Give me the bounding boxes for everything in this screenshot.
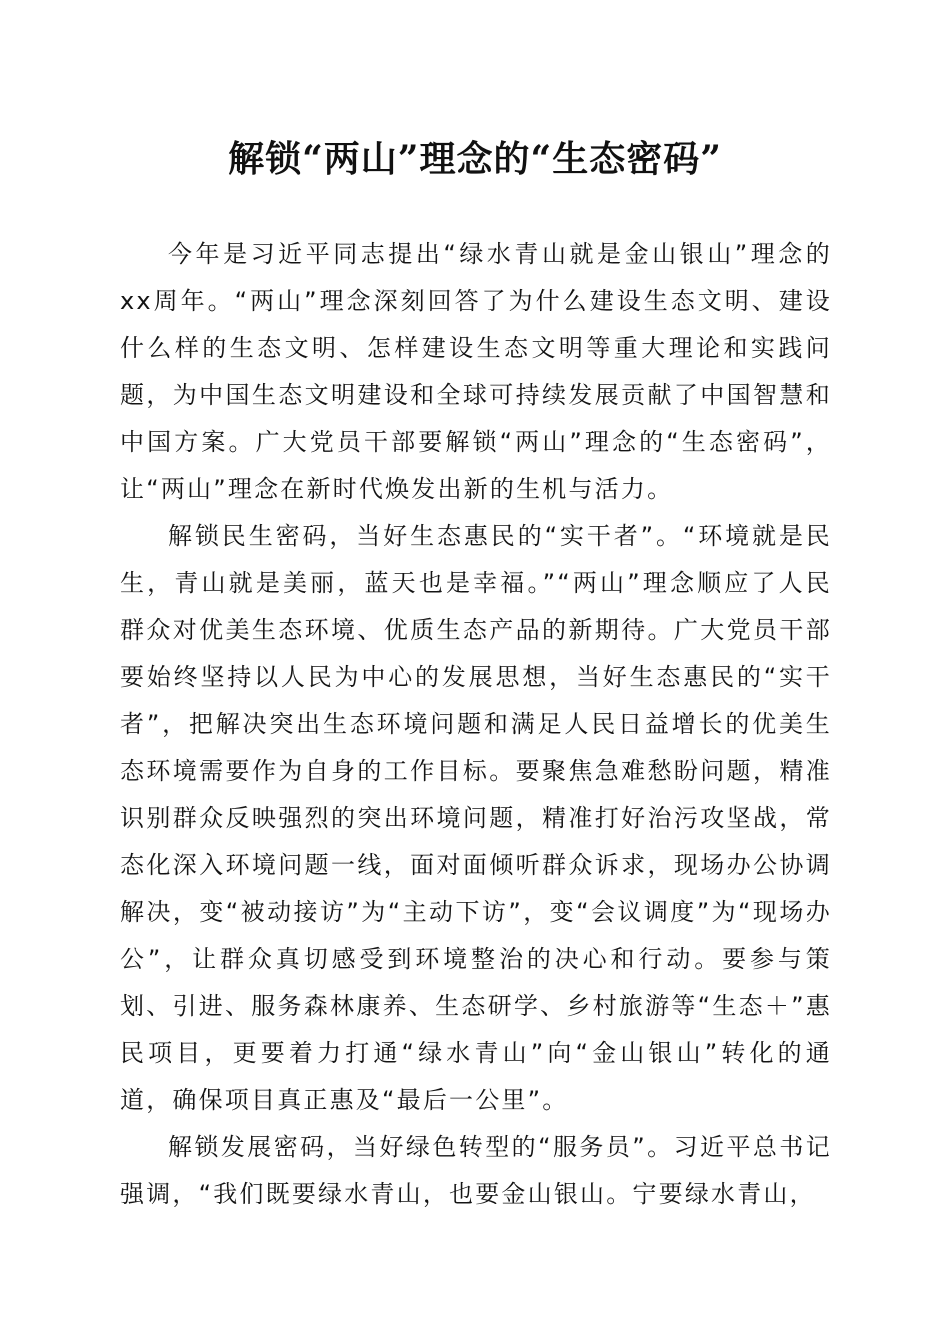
document-title: 解锁“两山”理念的“生态密码” [228, 138, 722, 180]
document-body [120, 231, 832, 1218]
paragraph-livelihood: 解锁民生密码，当好生态惠民的“实干者”。“环境就是民生，青山就是美丽，蓝天也是幸福。”“两山”理念顺应了人民群众对优美生态环境、优质生态产品的新期待。广大党员干部要始终坚持以人民为中心的发展思想，当好生态惠民的“实干者”，把解决突出生态环境问题和满足人民日益增长的优美生态环境需要作为自身的工作目标。要聚焦急难愁盼问题，精准识别群众反映强烈的突出环境问题，精准打好治污攻坚战，常态化深入环境问题一线，面对面倾听群众诉求，现场办公协调解决，变“被动接访”为“主动下访”，变“会议调度”为“现场办公”，让群众真切感受到环境整治的决心和行动。要参与策划、引进、服务森林康养、生态研学、乡村旅游等“生态＋”惠民项目，更要着力打通“绿水青山”向“金山银山”转化的通道，确保项目真正惠及“最后一公里”。 [120, 522, 832, 1114]
paragraph-intro: 今年是习近平同志提出“绿水青山就是金山银山”理念的xx周年。“两山”理念深刻回答了为什么建设生态文明、建设什么样的生态文明、怎样建设生态文明等重大理论和实践问题，为中国生态文明建设和全球可持续发展贡献了中国智慧和中国方案。广大党员干部要解锁“两山”理念的“生态密码”，让“两山”理念在新时代焕发出新的生机与活力。 [120, 240, 832, 503]
paragraph-development: 解锁发展密码，当好绿色转型的“服务员”。习近平总书记强调，“我们既要绿水青山，也要金山银山。宁要绿水青山， [120, 1133, 832, 1208]
